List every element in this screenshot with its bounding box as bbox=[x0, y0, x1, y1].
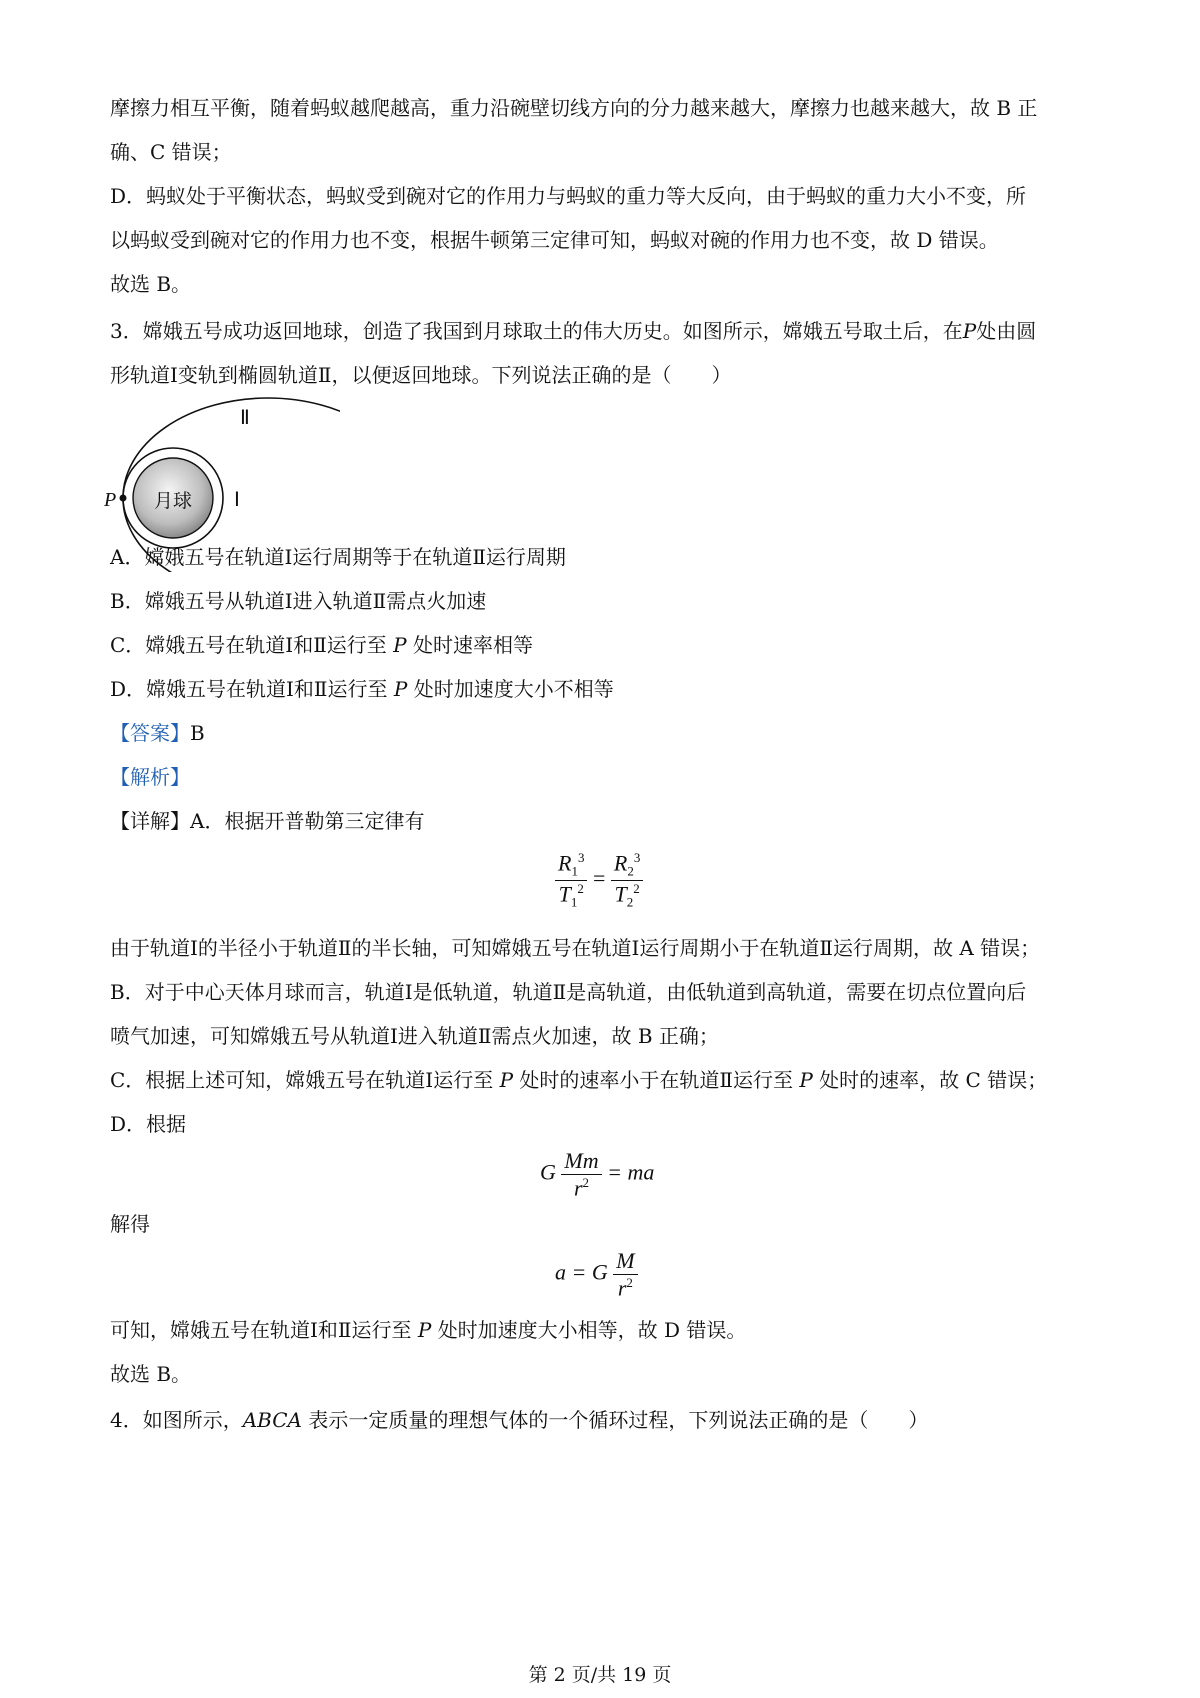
page-footer: 第 2 页/共 19 页 bbox=[528, 1664, 672, 1686]
acceleration-equation: a = G $\frac{M}{r^2}$ bbox=[555, 1248, 638, 1301]
point-p: P bbox=[962, 319, 977, 343]
text-line: B．对于中心天体月球而言，轨道Ⅰ是低轨道，轨道Ⅱ是高轨道，由低轨道到高轨道，需要在切点位置向后 bbox=[110, 980, 1027, 1004]
text-line: 以蚂蚁受到碗对它的作用力也不变，根据牛顿第三定律可知，蚂蚁对碗的作用力也不变，故 D 错误。 bbox=[110, 228, 999, 252]
text-line: C．根据上述可知，嫦娥五号在轨道Ⅰ运行至 P 处时的速率小于在轨道Ⅱ运行至 P 处时的速率，故 C 错误； bbox=[110, 1068, 1048, 1092]
label-orbit-i: Ⅰ bbox=[234, 489, 240, 511]
text-line: 故选 B。 bbox=[110, 1362, 192, 1386]
option-a: A．嫦娥五号在轨道Ⅰ运行周期等于在轨道Ⅱ运行周期 bbox=[110, 545, 566, 569]
option-d: D．嫦娥五号在轨道Ⅰ和Ⅱ运行至 P 处时加速度大小不相等 bbox=[110, 677, 614, 701]
kepler-equation: $\frac{R_1^3}{T_1^2}$ = $\frac{R_2^3}{T_2^2}$ bbox=[555, 850, 643, 910]
answer-line bbox=[110, 719, 205, 747]
question-3-stem: 形轨道Ⅰ变轨到椭圆轨道Ⅱ，以便返回地球。下列说法正确的是（ ） bbox=[110, 363, 732, 387]
text-line: 确、C 错误； bbox=[110, 140, 232, 164]
question-4-stem: 4．如图所示，ABCA 表示一定质量的理想气体的一个循环过程，下列说法正确的是（ ） bbox=[110, 1408, 929, 1432]
stem-text: 3．嫦娥五号成功返回地球，创造了我国到月球取土的伟大历史。如图所示，嫦娥五号取土后，在 bbox=[110, 319, 963, 343]
label-orbit-ii: Ⅱ bbox=[240, 407, 250, 429]
analysis-label: 【解析】 bbox=[110, 765, 190, 789]
text-line: D．根据 bbox=[110, 1112, 187, 1136]
gravity-equation: G $\frac{Mm}{r^2}$ = ma bbox=[540, 1148, 655, 1201]
text-line: D．蚂蚁处于平衡状态，蚂蚁受到碗对它的作用力与蚂蚁的重力等大反向，由于蚂蚁的重力大小不变，所 bbox=[110, 184, 1027, 208]
text-line: 可知，嫦娥五号在轨道Ⅰ和Ⅱ运行至 P 处时加速度大小相等，故 D 错误。 bbox=[110, 1318, 747, 1342]
stem-text: 处由圆 bbox=[976, 319, 1037, 343]
answer-value: B bbox=[190, 721, 205, 745]
answer-label: 【答案】 bbox=[110, 721, 190, 745]
label-p: P bbox=[104, 489, 117, 511]
detail-a: 【详解】A．根据开普勒第三定律有 bbox=[110, 809, 425, 833]
point-p-dot bbox=[120, 495, 127, 502]
text-line: 故选 B。 bbox=[110, 272, 192, 296]
text-line: 摩擦力相互平衡，随着蚂蚁越爬越高，重力沿碗壁切线方向的分力越来越大，摩擦力也越来越大，故 B 正 bbox=[110, 96, 1038, 120]
option-b: B．嫦娥五号从轨道Ⅰ进入轨道Ⅱ需点火加速 bbox=[110, 589, 487, 613]
text-line: 由于轨道Ⅰ的半径小于轨道Ⅱ的半长轴，可知嫦娥五号在轨道Ⅰ运行周期小于在轨道Ⅱ运行周期，故 A 错误； bbox=[110, 936, 1041, 960]
option-c: C．嫦娥五号在轨道Ⅰ和Ⅱ运行至 P 处时速率相等 bbox=[110, 633, 533, 657]
question-3-stem bbox=[110, 317, 1036, 345]
moon-label: 月球 bbox=[153, 490, 193, 512]
text-line: 解得 bbox=[110, 1212, 150, 1236]
text-line: 喷气加速，可知嫦娥五号从轨道Ⅰ进入轨道Ⅱ需点火加速，故 B 正确； bbox=[110, 1024, 719, 1048]
